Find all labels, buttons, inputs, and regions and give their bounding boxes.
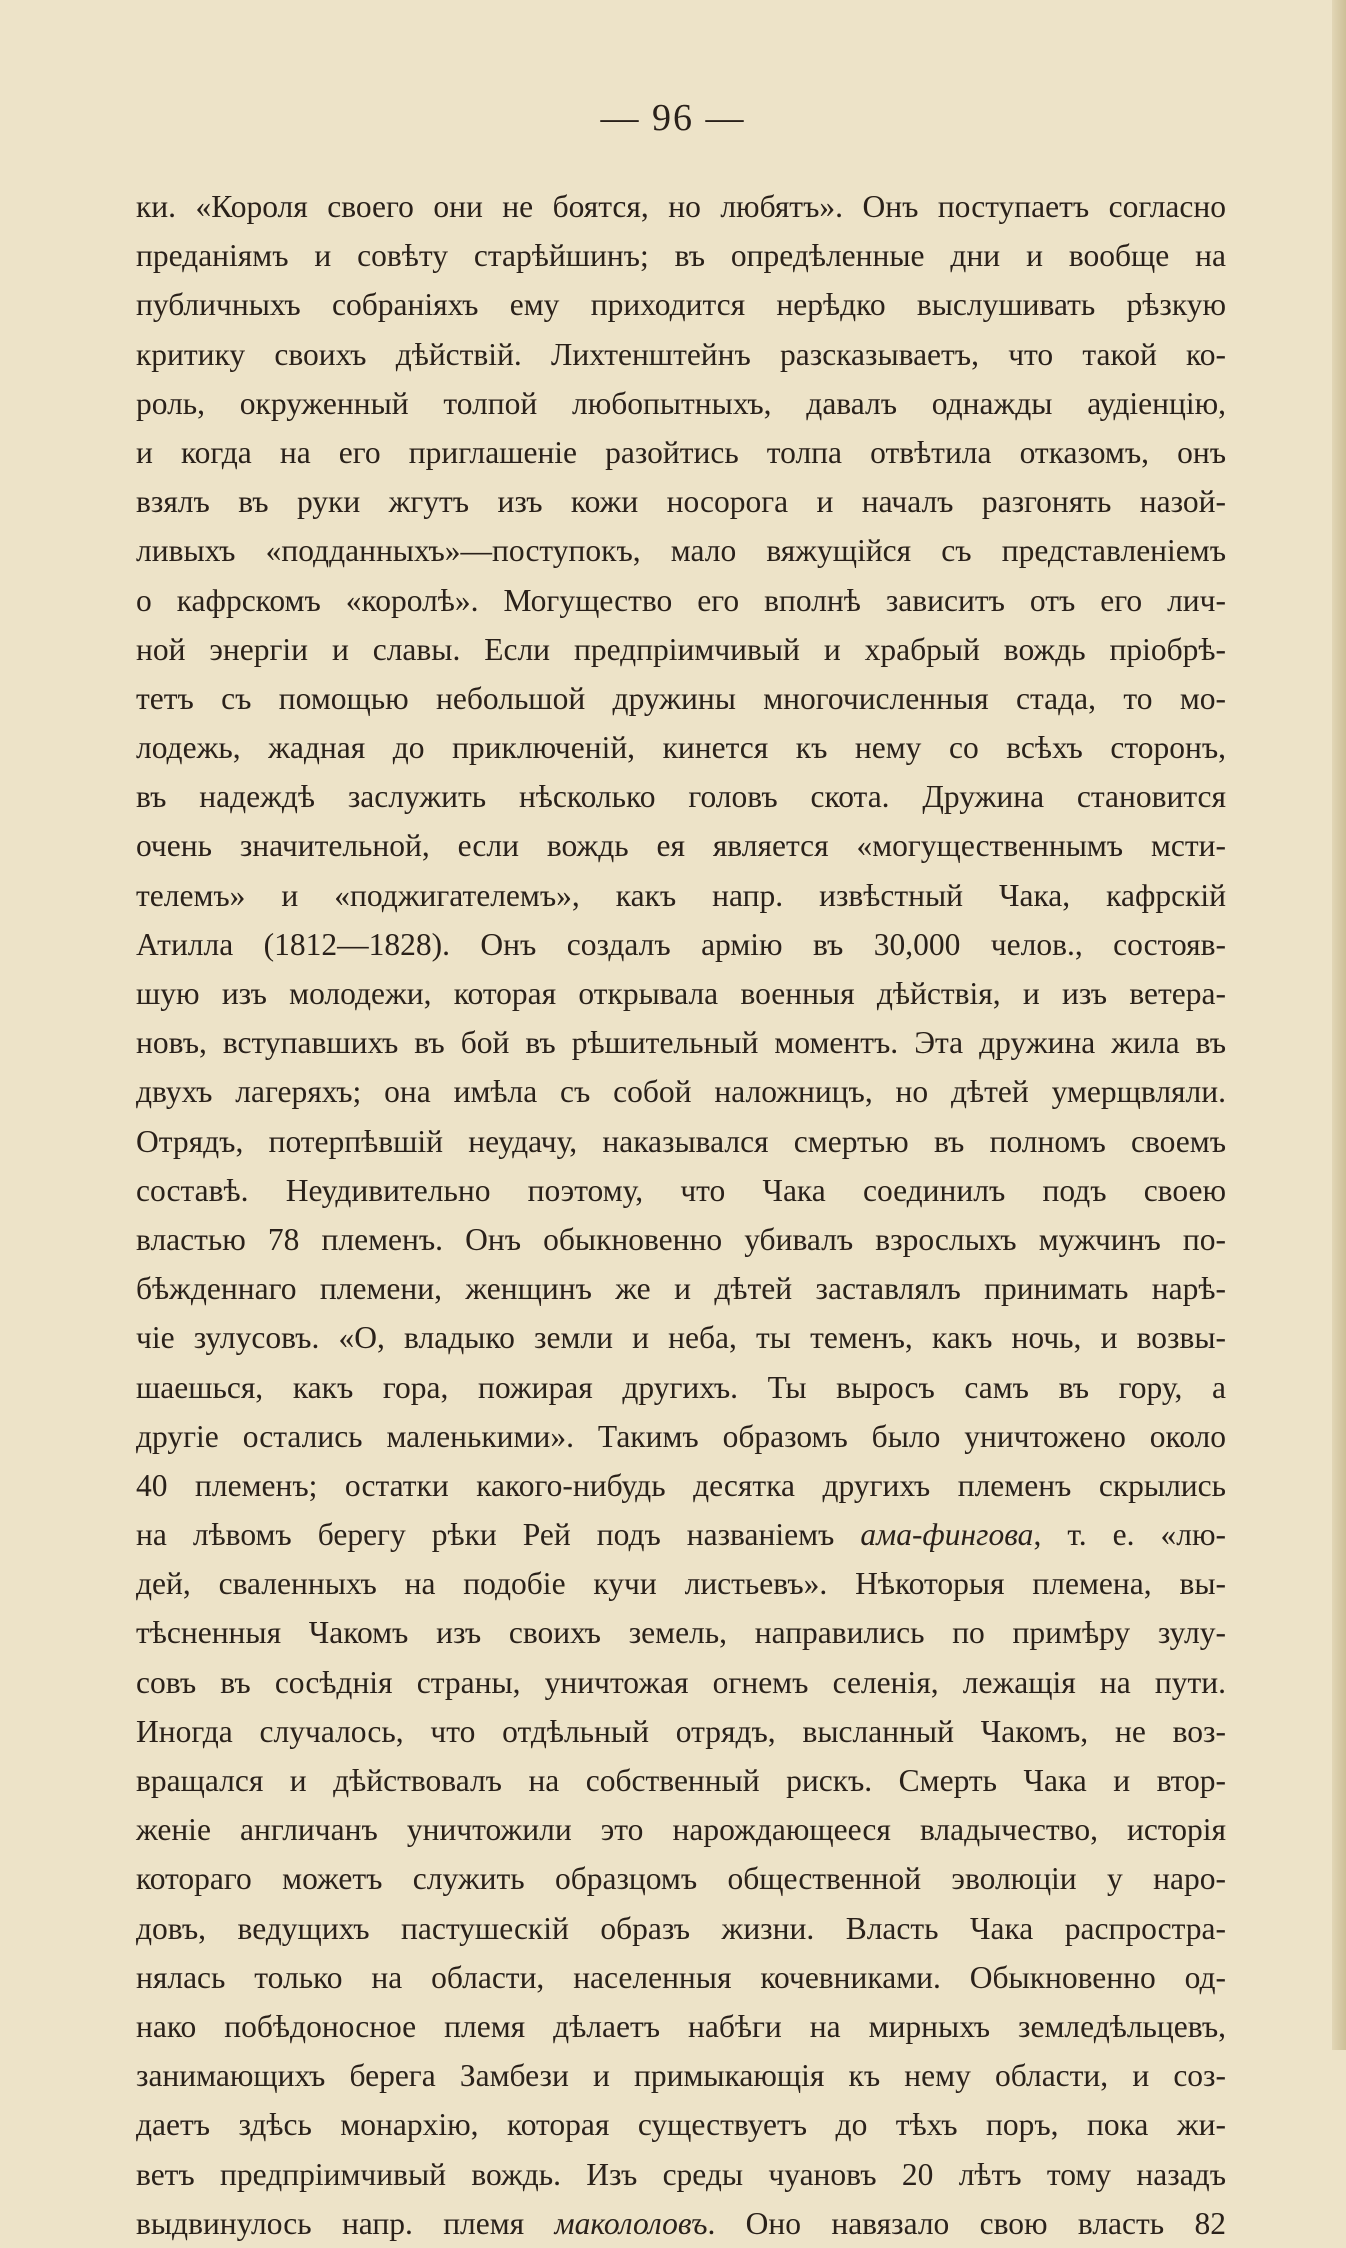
text-line <box>136 1854 1226 1903</box>
text-segment: лодежь, жадная до приключеній, кинется къ нему со всѣхъ сторонъ, <box>136 730 1226 766</box>
text-line <box>136 969 1226 1018</box>
text-line <box>136 576 1226 625</box>
text-line <box>136 772 1226 821</box>
text-line <box>136 1461 1226 1510</box>
text-line <box>136 1067 1226 1116</box>
text-line <box>136 2150 1226 2199</box>
text-line <box>136 2199 1226 2248</box>
text-segment: Атилла (1812—1828). Онъ создалъ армію въ 30,000 челов., состояв- <box>136 926 1226 962</box>
text-line <box>136 2100 1226 2149</box>
text-line <box>136 1756 1226 1805</box>
text-line <box>136 674 1226 723</box>
body-text <box>136 182 1226 2248</box>
text-line <box>136 1904 1226 1953</box>
text-line <box>136 231 1226 280</box>
text-line <box>136 379 1226 428</box>
italic-term: макололовъ <box>554 2205 708 2241</box>
text-segment: роль, окруженный толпой любопытныхъ, давалъ однажды аудіенцію, <box>136 385 1226 421</box>
text-line <box>136 625 1226 674</box>
text-segment: преданіямъ и совѣту старѣйшинъ; въ опредѣленные дни и вообще на <box>136 238 1226 274</box>
text-line <box>136 1018 1226 1067</box>
text-segment: Иногда случалось, что отдѣльный отрядъ, высланный Чакомъ, не воз- <box>136 1713 1226 1749</box>
text-line <box>136 1117 1226 1166</box>
text-segment: ветъ предпріимчивый вождь. Изъ среды чуановъ 20 лѣтъ тому назадъ <box>136 2156 1226 2192</box>
text-segment: очень значительной, если вождь ея является «могущественнымъ мсти- <box>136 828 1226 864</box>
text-segment: котораго можетъ служить образцомъ общественной эволюціи у наро- <box>136 1861 1226 1897</box>
text-segment: на лѣвомъ берегу рѣки Рей подъ названіемъ <box>136 1517 861 1553</box>
text-line <box>136 1264 1226 1313</box>
text-line <box>136 1510 1226 1559</box>
text-segment: чіе зулусовъ. «О, владыко земли и неба, ты теменъ, какъ ночь, и возвы- <box>136 1320 1226 1356</box>
text-segment: двухъ лагеряхъ; она имѣла съ собой наложницъ, но дѣтей умерщвляли. <box>136 1074 1226 1110</box>
text-segment: другіе остались маленькими». Такимъ образомъ было уничтожено около <box>136 1418 1226 1454</box>
text-segment: женіе англичанъ уничтожили это нарождающееся владычество, исторія <box>136 1812 1226 1848</box>
text-segment: нако побѣдоносное племя дѣлаетъ набѣги на мирныхъ земледѣльцевъ, <box>136 2008 1226 2044</box>
text-line <box>136 1608 1226 1657</box>
text-line <box>136 1215 1226 1264</box>
text-segment: 40 племенъ; остатки какого-нибудь десятка другихъ племенъ скрылись <box>136 1467 1226 1503</box>
text-segment: ки. «Короля своего они не боятся, но любятъ». Онъ поступаетъ согласно <box>136 189 1226 224</box>
text-segment: въ надеждѣ заслужить нѣсколько головъ скота. Дружина становится <box>136 779 1226 815</box>
text-segment: и когда на его приглашеніе разойтись толпа отвѣтила отказомъ, онъ <box>136 434 1226 470</box>
text-segment: выдвинулось напр. племя <box>136 2205 555 2241</box>
text-line <box>136 330 1226 379</box>
text-segment: довъ, ведущихъ пастушескій образъ жизни. Власть Чака распростра- <box>136 1910 1226 1946</box>
text-segment: тетъ съ помощью небольшой дружины многочисленныя стада, то мо- <box>136 680 1226 716</box>
text-segment: даетъ здѣсь монархію, которая существуетъ до тѣхъ поръ, пока жи- <box>136 2107 1226 2143</box>
text-segment: нялась только на области, населенныя кочевниками. Обыкновенно од- <box>136 1959 1226 1995</box>
page-edge <box>1332 0 1346 2050</box>
text-segment: о кафрскомъ «королѣ». Могущество его вполнѣ зависитъ отъ его лич- <box>136 582 1226 618</box>
text-line <box>136 920 1226 969</box>
text-line <box>136 871 1226 920</box>
text-line <box>136 2051 1226 2100</box>
text-segment: вращался и дѣйствовалъ на собственный рискъ. Смерть Чака и втор- <box>136 1763 1226 1798</box>
text-segment: критику своихъ дѣйствій. Лихтенштейнъ разсказываетъ, что такой ко- <box>136 336 1226 372</box>
text-segment: Отрядъ, потерпѣвшій неудачу, наказывался смертью въ полномъ своемъ <box>136 1123 1226 1159</box>
text-line <box>136 1412 1226 1461</box>
text-line <box>136 477 1226 526</box>
text-line <box>136 428 1226 477</box>
text-line <box>136 821 1226 870</box>
italic-term: ама-фингова <box>860 1517 1034 1553</box>
text-line <box>136 1953 1226 2002</box>
text-segment: новъ, вступавшихъ въ бой въ рѣшительный моментъ. Эта дружина жила въ <box>136 1025 1226 1061</box>
text-segment: ливыхъ «подданныхъ»—поступокъ, мало вяжущійся съ представленіемъ <box>136 533 1226 569</box>
text-segment: дей, сваленныхъ на подобіе кучи листьевъ». Нѣкоторыя племена, вы- <box>136 1566 1226 1602</box>
text-segment: телемъ» и «поджигателемъ», какъ напр. извѣстный Чака, кафрскій <box>136 877 1226 913</box>
text-line <box>136 1658 1226 1707</box>
text-segment: . Оно навязало свою власть 82 <box>707 2205 1226 2241</box>
text-segment: ной энергіи и славы. Если предпріимчивый и храбрый вождь пріобрѣ- <box>136 631 1226 667</box>
text-line <box>136 1707 1226 1756</box>
text-line <box>136 1805 1226 1854</box>
text-line <box>136 526 1226 575</box>
text-segment: шаешься, какъ гора, пожирая другихъ. Ты выросъ самъ въ гору, а <box>136 1369 1226 1405</box>
text-line <box>136 1363 1226 1412</box>
text-line <box>136 1313 1226 1362</box>
page-number: — 96 — <box>600 97 746 139</box>
text-line <box>136 280 1226 329</box>
text-segment: взялъ въ руки жгутъ изъ кожи носорога и началъ разгонять назой- <box>136 484 1226 520</box>
text-segment: совъ въ сосѣднія страны, уничтожая огнемъ селенія, лежащія на пути. <box>136 1664 1226 1700</box>
text-segment: шую изъ молодежи, которая открывала военныя дѣйствія, и изъ ветера- <box>136 976 1226 1011</box>
text-segment: публичныхъ собраніяхъ ему приходится нерѣдко выслушивать рѣзкую <box>136 287 1226 323</box>
text-line <box>136 2002 1226 2051</box>
text-line <box>136 1166 1226 1215</box>
text-segment: составѣ. Неудивительно поэтому, что Чака соединилъ подъ своею <box>136 1172 1226 1208</box>
text-line <box>136 723 1226 772</box>
text-line <box>136 1559 1226 1608</box>
text-segment: занимающихъ берега Замбези и примыкающія къ нему области, и соз- <box>136 2058 1226 2094</box>
text-segment: тѣсненныя Чакомъ изъ своихъ земель, направились по примѣру зулу- <box>136 1615 1226 1651</box>
text-segment: властью 78 племенъ. Онъ обыкновенно убивалъ взрослыхъ мужчинъ по- <box>136 1221 1226 1257</box>
text-line <box>136 182 1226 231</box>
text-segment: , т. е. «лю- <box>1033 1517 1226 1553</box>
text-segment: бѣжденнаго племени, женщинъ же и дѣтей заставлялъ принимать нарѣ- <box>136 1271 1226 1307</box>
